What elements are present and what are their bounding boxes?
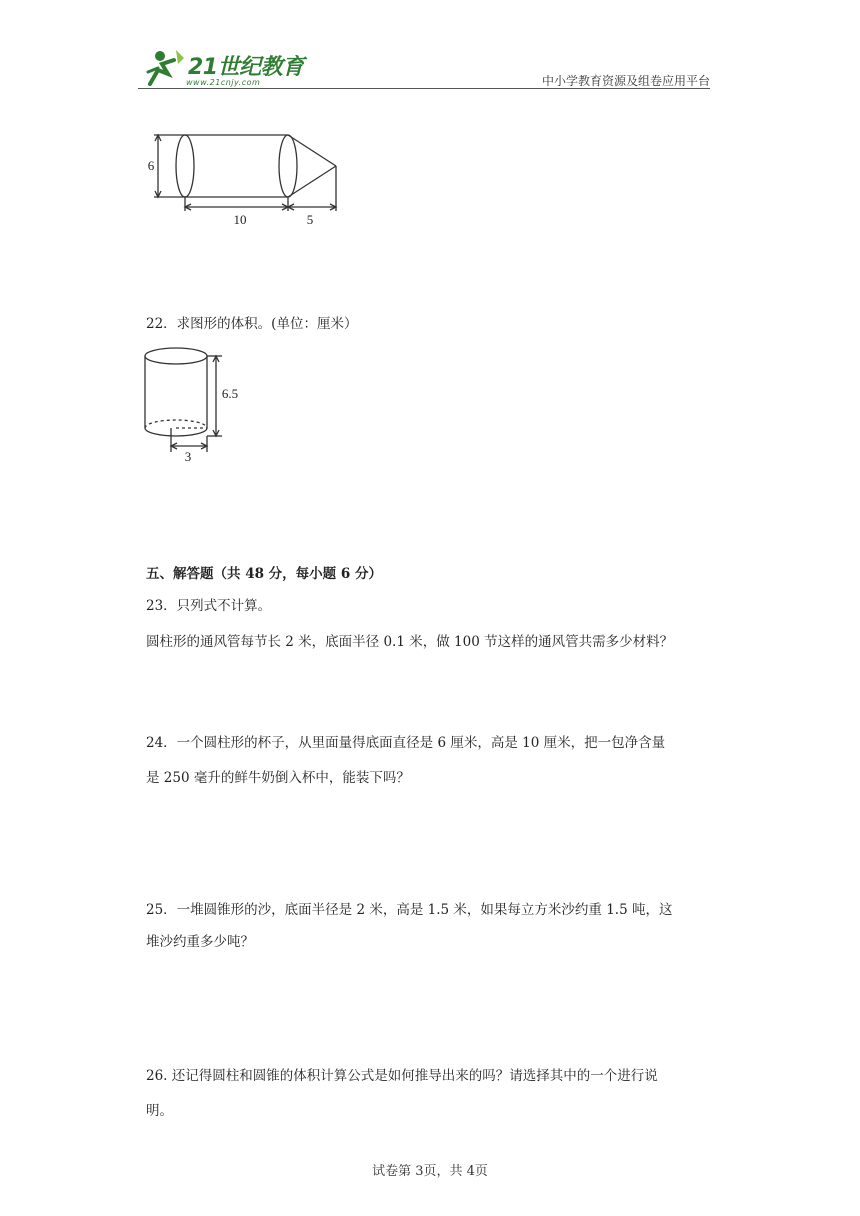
question-25-line2: 堆沙约重多少吨？ <box>146 934 254 950</box>
question-22: 22．求图形的体积。(单位：厘米） <box>146 316 358 332</box>
platform-label: 中小学教育资源及组卷应用平台 <box>541 74 710 88</box>
question-23-line1: 23．只列式不计算。 <box>146 598 272 614</box>
page-footer: 试卷第 3页，共 4页 <box>372 1164 488 1179</box>
figure1-length-label: 10 <box>233 212 247 227</box>
section-5-title: 五、解答题（共 48 分，每小题 6 分） <box>146 566 382 582</box>
logo-url: www.21cnjy.com <box>186 78 261 87</box>
question-26-line1: 26. 还记得圆柱和圆锥的体积计算公式是如何推导出来的吗？请选择其中的一个进行说 <box>146 1068 658 1084</box>
cylinder-cone-figure <box>140 125 350 230</box>
figure2-radius-label: 3 <box>184 449 192 464</box>
figure1-cone-label: 5 <box>306 212 314 227</box>
question-26-line2: 明。 <box>146 1103 173 1119</box>
question-25-line1: 25．一堆圆锥形的沙，底面半径是 2 米，高是 1.5 米，如果每立方米沙约重 1.5 吨，这 <box>146 902 673 918</box>
figure2-height-label: 6.5 <box>221 386 239 401</box>
header-divider <box>138 88 710 89</box>
question-24-line2: 是 250 毫升的鲜牛奶倒入杯中，能装下吗？ <box>146 770 410 786</box>
figure1-height-label: 6 <box>147 158 155 173</box>
logo-text: 21世纪教育 <box>188 55 304 80</box>
cylinder-figure <box>140 340 250 465</box>
question-23-line2: 圆柱形的通风管每节长 2 米，底面半径 0.1 米，做 100 节这样的通风管共需多少材料？ <box>146 634 674 650</box>
question-24-line1: 24．一个圆柱形的杯子，从里面量得底面直径是 6 厘米，高是 10 厘米，把一包净含量 <box>146 735 666 751</box>
